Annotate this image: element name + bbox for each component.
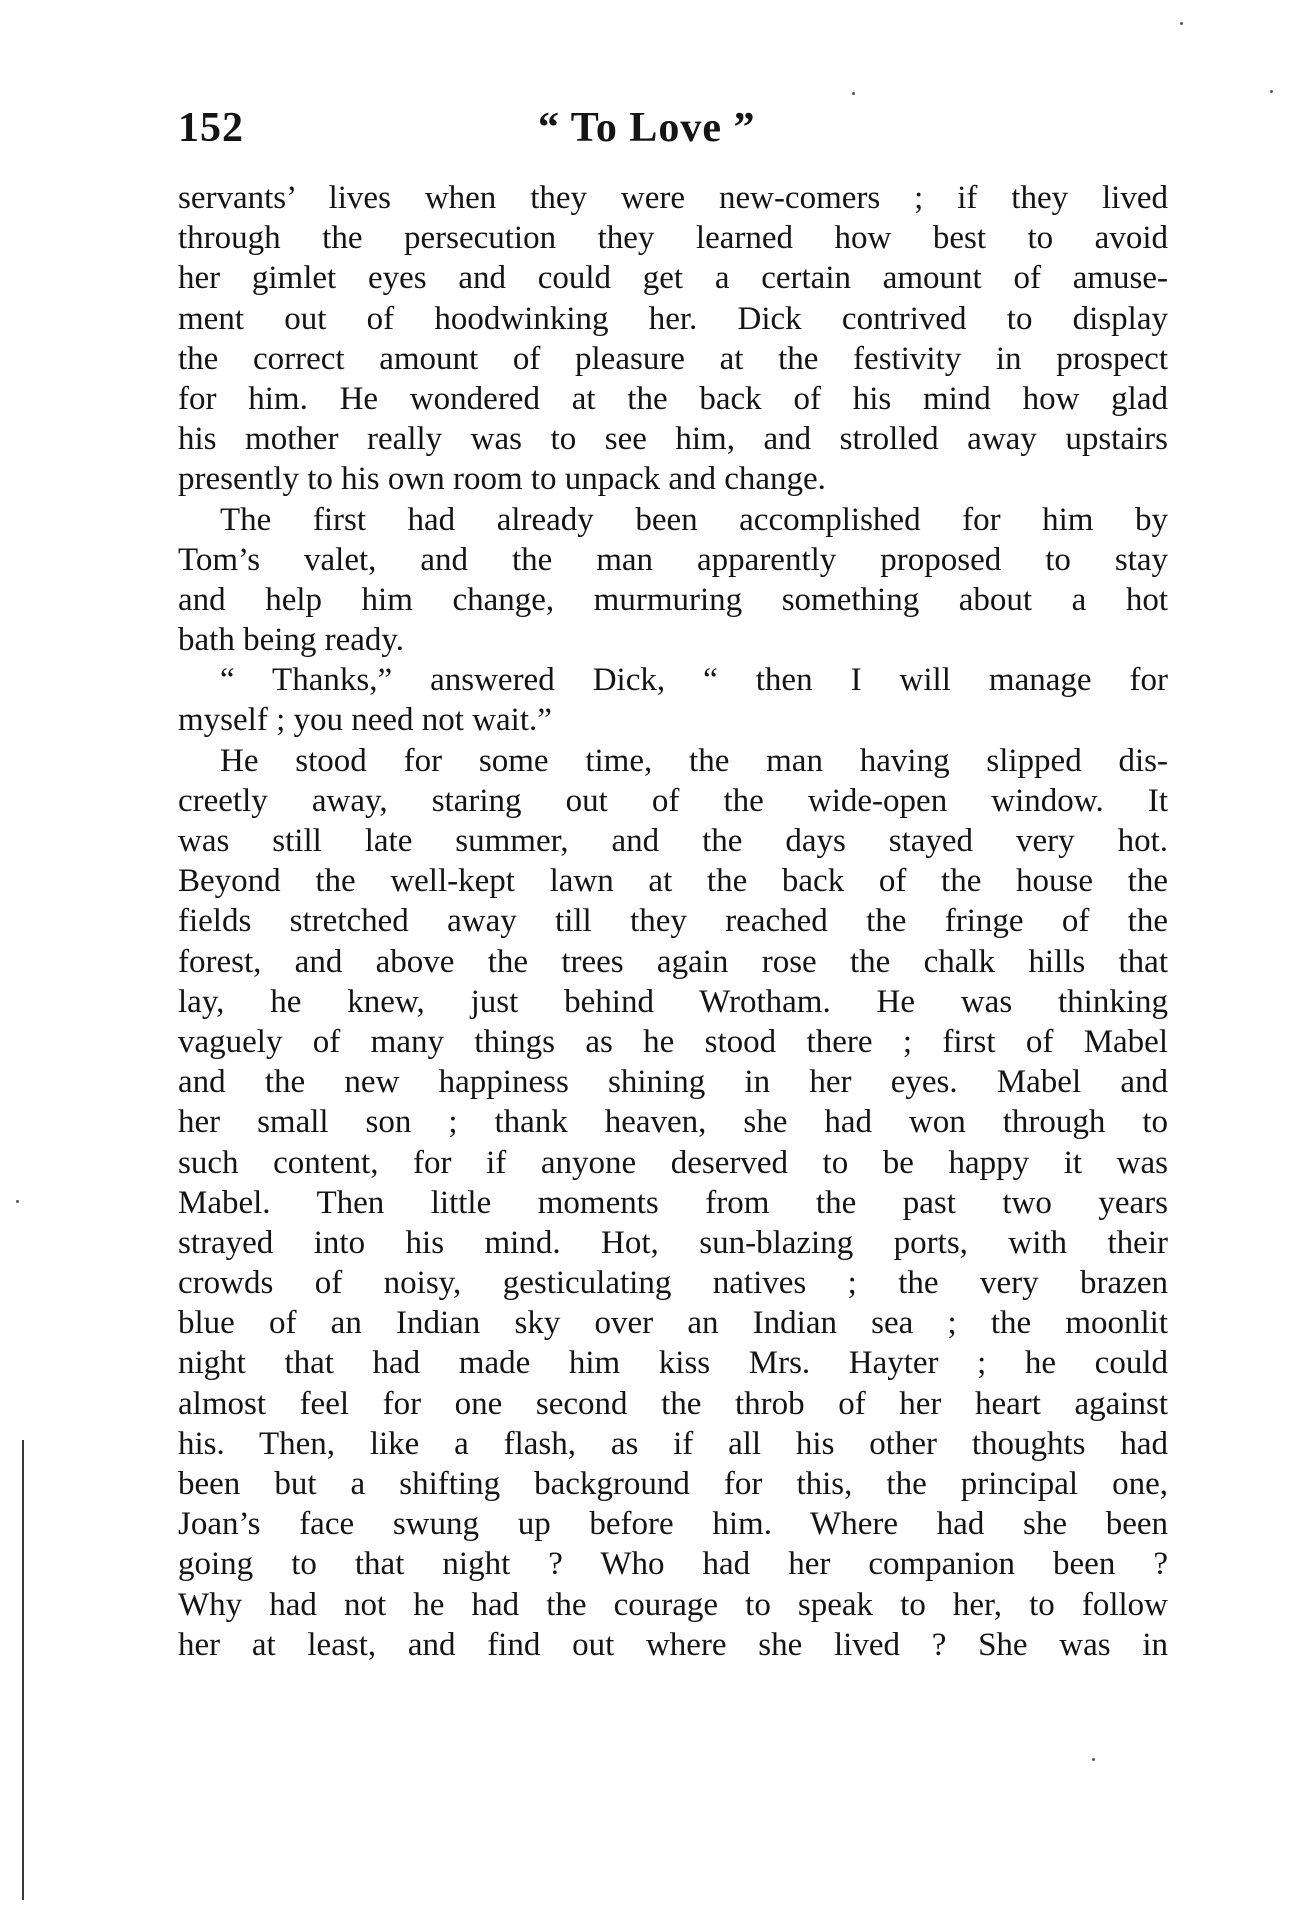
text-line: Beyond the well-kept lawn at the back of the house the <box>178 863 1168 900</box>
text-line: He stood for some time, the man having slipped dis- <box>220 742 1168 779</box>
text-line: bath being ready. <box>178 622 405 659</box>
text-line: strayed into his mind. Hot, sun-blazing ports, with their <box>178 1224 1168 1261</box>
text-line: crowds of noisy, gesticulating natives ; the very brazen <box>178 1265 1168 1302</box>
text-line: his. Then, like a flash, as if all his other thoughts had <box>178 1425 1168 1462</box>
text-line: the correct amount of pleasure at the festivity in prospect <box>178 340 1168 377</box>
text-line: Mabel. Then little moments from the past two years <box>178 1184 1168 1221</box>
text-line: his mother really was to see him, and strolled away upstairs <box>178 421 1168 458</box>
text-line: for him. He wondered at the back of his mind how glad <box>178 380 1168 417</box>
scan-edge-line <box>22 1440 24 1900</box>
page-header <box>178 100 1168 160</box>
text-line: such content, for if anyone deserved to be happy it was <box>178 1144 1168 1181</box>
text-line: lay, he knew, just behind Wrotham. He was thinking <box>178 983 1168 1020</box>
text-line: blue of an Indian sky over an Indian sea ; the moonlit <box>178 1305 1168 1342</box>
scan-speck <box>16 1200 19 1203</box>
text-line: almost feel for one second the throb of her heart against <box>178 1385 1168 1422</box>
scan-speck <box>852 92 855 95</box>
text-line: was still late summer, and the days stayed very hot. <box>178 823 1168 859</box>
text-line: ment out of hoodwinking her. Dick contrived to display <box>178 300 1168 337</box>
text-line: The first had already been accomplished for him by <box>220 501 1168 538</box>
body-text <box>178 178 1168 1665</box>
text-line: through the persecution they learned how best to avoid <box>178 220 1168 257</box>
text-line: going to that night ? Who had her companion been ? <box>178 1546 1168 1583</box>
scan-speck <box>1092 1758 1095 1761</box>
text-line: her gimlet eyes and could get a certain amount of amuse- <box>178 260 1168 297</box>
text-line: Why had not he had the courage to speak to her, to follow <box>178 1586 1168 1623</box>
text-line: forest, and above the trees again rose the chalk hills that <box>178 943 1168 980</box>
text-line: “ Thanks,” answered Dick, “ then I will manage for <box>220 662 1168 699</box>
text-line: and the new happiness shining in her eyes. Mabel and <box>178 1064 1168 1101</box>
scan-speck <box>1270 90 1273 93</box>
text-line: her at least, and find out where she lived ? She was in <box>178 1626 1168 1663</box>
text-line: night that had made him kiss Mrs. Hayter ; he could <box>178 1345 1168 1382</box>
text-line: and help him change, murmuring something about a hot <box>178 581 1168 618</box>
page-number: 152 <box>178 105 244 151</box>
text-line: presently to his own room to unpack and change. <box>178 461 826 498</box>
text-line: Tom’s valet, and the man apparently proposed to stay <box>178 541 1168 578</box>
text-line: fields stretched away till they reached the fringe of the <box>178 903 1168 940</box>
text-line: vaguely of many things as he stood there ; first of Mabel <box>178 1023 1168 1060</box>
text-line: servants’ lives when they were new-comers ; if they lived <box>178 180 1168 216</box>
running-title: “ To Love ” <box>538 105 756 151</box>
text-line: been but a shifting background for this, the principal one, <box>178 1466 1168 1502</box>
text-line: Joan’s face swung up before him. Where had she been <box>178 1506 1168 1543</box>
text-line: her small son ; thank heaven, she had won through to <box>178 1104 1168 1141</box>
text-line: creetly away, staring out of the wide-open window. It <box>178 782 1168 819</box>
scan-speck <box>1180 22 1183 25</box>
text-line: myself ; you need not wait.” <box>178 702 552 739</box>
